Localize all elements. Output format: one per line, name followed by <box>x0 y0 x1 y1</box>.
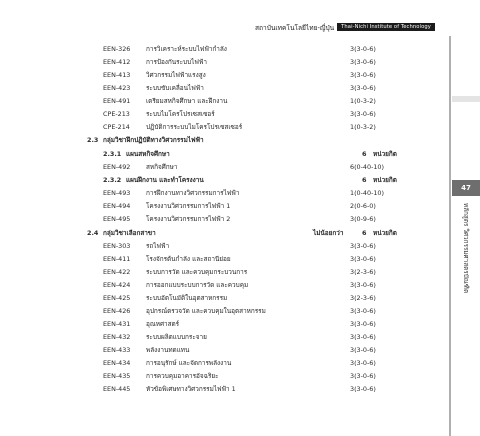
course-row <box>0 95 470 107</box>
course-row <box>0 253 470 265</box>
sidebar-notch <box>452 96 480 102</box>
course-credits: 3(3-0-6) <box>350 242 376 250</box>
section-number: 2.4 <box>87 229 99 237</box>
course-code: EEN-412 <box>103 58 131 66</box>
course-title: รถไฟฟ้า <box>146 242 170 250</box>
course-code: EEN-495 <box>103 215 131 223</box>
course-title: ระบบผลิตแบบกระจาย <box>146 333 207 341</box>
course-row <box>0 331 470 343</box>
course-code: EEN-425 <box>103 294 131 302</box>
course-title: การออกแบบระบบการวัด และควบคุม <box>146 281 249 289</box>
course-credits: 1(0-40-10) <box>350 189 384 197</box>
course-credits: 3(3-0-6) <box>350 333 376 341</box>
subsection-credit-unit: หน่วยกิต <box>373 150 397 158</box>
course-code: EEN-493 <box>103 189 131 197</box>
subsection-heading-2-3-2 <box>0 174 470 186</box>
subsection-credit-number: 6 <box>362 176 367 184</box>
course-title: อุณหศาสตร์ <box>146 320 180 328</box>
section-heading-2-3 <box>0 134 470 146</box>
course-code: CPE-213 <box>103 110 130 118</box>
course-credits: 3(3-0-6) <box>350 71 376 79</box>
course-code: EEN-426 <box>103 307 131 315</box>
section-number: 2.3 <box>87 136 99 144</box>
course-code: EEN-433 <box>103 346 131 354</box>
course-row <box>0 279 470 291</box>
subsection-number: 2.3.2 <box>103 176 122 184</box>
course-row <box>0 187 470 199</box>
course-code: EEN-326 <box>103 45 131 53</box>
course-credits: 1(0-3-2) <box>350 97 376 105</box>
course-row <box>0 344 470 356</box>
course-row <box>0 108 470 120</box>
course-title: การควบคุมอาคารอัจฉริยะ <box>146 372 219 380</box>
section-title: กลุ่มวิชาเลือกสาขา <box>103 229 156 237</box>
course-code: EEN-494 <box>103 202 131 210</box>
course-row <box>0 69 470 81</box>
course-code: EEN-423 <box>103 84 131 92</box>
course-code: EEN-413 <box>103 71 131 79</box>
course-credits: 3(3-0-6) <box>350 281 376 289</box>
course-code: EEN-424 <box>103 281 131 289</box>
course-title: การอนุรักษ์ และจัดการพลังงาน <box>146 359 232 367</box>
subsection-credit-number: 6 <box>362 150 367 158</box>
course-title: อุปกรณ์ตรวจวัด และควบคุมในอุตสาหกรรม <box>146 307 266 315</box>
course-code: EEN-492 <box>103 163 131 171</box>
course-code: EEN-432 <box>103 333 131 341</box>
course-title: ระบบอัตโนมัติในอุตสาหกรรม <box>146 294 228 302</box>
course-title: การวิเคราะห์ระบบไฟฟ้ากำลัง <box>146 45 227 53</box>
course-credits: 3(3-0-6) <box>350 110 376 118</box>
course-code: EEN-434 <box>103 359 131 367</box>
course-credits: 6(0-40-10) <box>350 163 384 171</box>
course-credits: 3(3-0-6) <box>350 359 376 367</box>
subsection-credit-unit: หน่วยกิต <box>373 176 397 184</box>
subsection-title: แผนฝึกงาน และทำโครงงาน <box>126 176 204 184</box>
course-credits: 2(0-6-0) <box>350 202 376 210</box>
university-name: สถาบันเทคโนโลยีไทย-ญี่ปุ่น <box>255 23 335 32</box>
course-title: เตรียมสหกิจศึกษา และฝึกงาน <box>146 97 228 105</box>
course-title: วิศวกรรมไฟฟ้าแรงสูง <box>146 71 206 79</box>
course-row <box>0 305 470 317</box>
course-row <box>0 266 470 278</box>
course-row <box>0 82 470 94</box>
course-credits: 3(3-0-6) <box>350 385 376 393</box>
course-row <box>0 43 470 55</box>
course-credits: 3(3-0-6) <box>350 84 376 92</box>
course-code: EEN-411 <box>103 255 131 263</box>
course-code: EEN-445 <box>103 385 131 393</box>
course-row <box>0 240 470 252</box>
course-code: CPE-214 <box>103 123 130 131</box>
course-credits: 3(3-0-6) <box>350 372 376 380</box>
course-title: การป้องกันระบบไฟฟ้า <box>146 58 207 66</box>
subsection-heading-2-3-1 <box>0 148 470 160</box>
course-code: EEN-422 <box>103 268 131 276</box>
section-credit-unit: หน่วยกิต <box>373 229 397 237</box>
course-title: ปฏิบัติการระบบไมโครโปรเซสเซอร์ <box>146 123 243 131</box>
course-credits: 3(3-0-6) <box>350 58 376 66</box>
course-code: EEN-303 <box>103 242 131 250</box>
course-credits: 3(0-9-6) <box>350 215 376 223</box>
course-title: การฝึกงานทางวิศวกรรมการไฟฟ้า <box>146 189 240 197</box>
course-credits: 3(3-0-6) <box>350 45 376 53</box>
course-row <box>0 161 470 173</box>
course-row <box>0 383 470 395</box>
course-credits: 3(3-0-6) <box>350 320 376 328</box>
course-row <box>0 121 470 133</box>
course-title: โครงงานวิศวกรรมการไฟฟ้า 1 <box>146 202 231 210</box>
curriculum-vertical-label: หลักสูตร วิศวกรรมศาสตรบัณฑิต <box>462 202 470 294</box>
course-title: ระบบไมโครโปรเซสเซอร์ <box>146 110 215 118</box>
course-title: โครงงานวิศวกรรมการไฟฟ้า 2 <box>146 215 231 223</box>
page-number-tab: 47 <box>452 180 480 196</box>
course-row <box>0 292 470 304</box>
course-row <box>0 318 470 330</box>
course-credits: 3(3-0-6) <box>350 255 376 263</box>
course-title: โรงจักรต้นกำลัง และสถานีย่อย <box>146 255 231 263</box>
subsection-title: แผนสหกิจศึกษา <box>126 150 170 158</box>
course-code: EEN-431 <box>103 320 131 328</box>
course-code: EEN-435 <box>103 372 131 380</box>
page-header <box>255 21 450 33</box>
course-title: ระบบการวัด และควบคุมกระบวนการ <box>146 268 248 276</box>
section-credit-number: 6 <box>362 229 367 237</box>
course-row <box>0 56 470 68</box>
section-title: กลุ่มวิชาฝึกปฏิบัติทางวิศวกรรมไฟฟ้า <box>103 136 204 144</box>
course-credits: 1(0-3-2) <box>350 123 376 131</box>
course-row <box>0 370 470 382</box>
course-title: พลังงานทดแทน <box>146 346 190 354</box>
institute-english-badge: Thai-Nichi Institute of Technology <box>337 23 435 31</box>
course-credits: 3(3-0-6) <box>350 307 376 315</box>
course-title: สหกิจศึกษา <box>146 163 178 171</box>
course-credits: 3(3-0-6) <box>350 346 376 354</box>
course-credits: 3(2-3-6) <box>350 294 376 302</box>
course-title: ระบบขับเคลื่อนไฟฟ้า <box>146 84 204 92</box>
section-credit-requirement: ไม่น้อยกว่า <box>313 229 344 237</box>
course-title: หัวข้อพิเศษทางวิศวกรรมไฟฟ้า 1 <box>146 385 236 393</box>
course-row <box>0 200 470 212</box>
subsection-number: 2.3.1 <box>103 150 122 158</box>
course-code: EEN-491 <box>103 97 131 105</box>
section-heading-2-4 <box>0 227 470 239</box>
course-row <box>0 357 470 369</box>
course-credits: 3(2-3-6) <box>350 268 376 276</box>
course-row <box>0 213 470 225</box>
